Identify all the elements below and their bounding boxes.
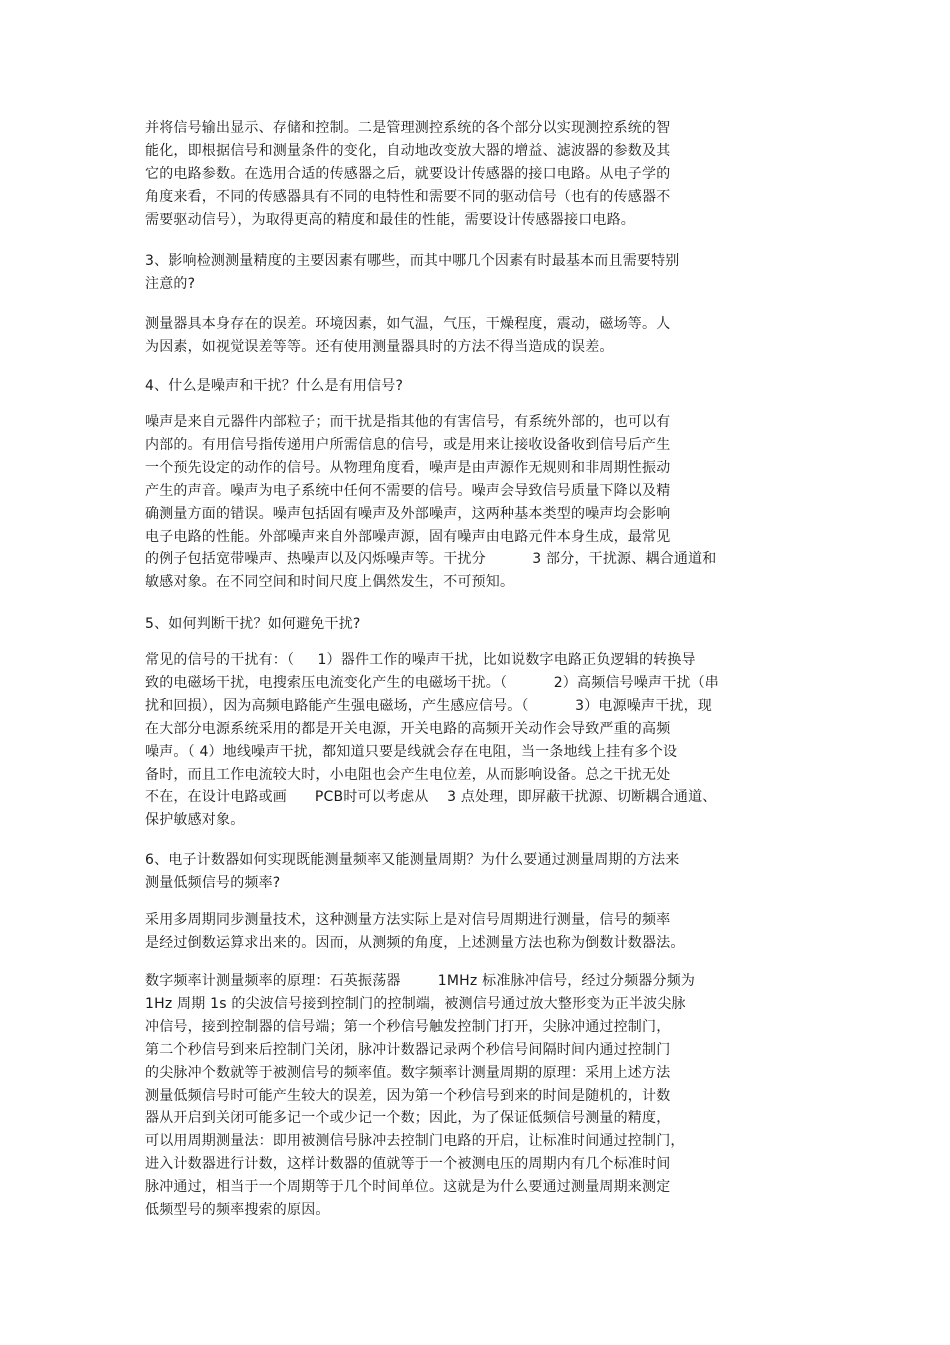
answer-4-line: 电子电路的性能。外部噪声来自外部噪声源，固有噪声由电路元件本身生成，最常见	[145, 528, 671, 545]
answer-4-line: 敏感对象。在不同空间和时间尺度上偶然发生，不可预知。	[145, 574, 515, 591]
question-3-line: 3、影响检测测量精度的主要因素有哪些，而其中哪几个因素有时最基本而且需要特别	[145, 253, 680, 269]
answer-6b-line: 数字频率计测量频率的原理：石英振荡器 1MHz 标准脉冲信号，经过分频器分频为	[145, 973, 696, 989]
answer-6a-line: 是经过倒数运算求出来的。因而，从测频的角度，上述测量方法也称为倒数计数器法。	[145, 934, 685, 951]
intro-continuation-line: 需要驱动信号），为取得更高的精度和最佳的性能，需要设计传感器接口电路。	[145, 211, 635, 228]
question-3-line: 注意的?	[145, 275, 196, 292]
answer-6b-line: 低频型号的频率搜索的原因。	[145, 1202, 330, 1218]
answer-6b-line: 进入计数器进行计数，这样计数器的值就等于一个被测电压的周期内有几个标准时间	[145, 1156, 671, 1173]
answer-4-line: 产生的声音。噪声为电子系统中任何不需要的信号。噪声会导致信号质量下降以及精	[145, 482, 671, 499]
answer-4-line: 的例子包括宽带噪声、热噪声以及闪烁噪声等。干扰分 3 部分，干扰源、耦合通道和	[145, 551, 717, 568]
intro-continuation-line: 角度来看，不同的传感器具有不同的电特性和需要不同的驱动信号（也有的传感器不	[145, 188, 671, 205]
answer-5-line: 扰和回损），因为高频电路能产生强电磁场，产生感应信号。（ 3）电源噪声干扰，现	[145, 697, 713, 714]
intro-continuation-line: 它的电路参数。在选用合适的传感器之后，就要设计传感器的接口电路。从电子学的	[145, 165, 671, 182]
answer-5-line: 保护敏感对象。	[145, 812, 245, 829]
answer-6b-line: 1Hz 周期 1s 的尖波信号接到控制门的控制端，被测信号通过放大整形变为正半波尖脉	[145, 995, 686, 1012]
answer-6b-line: 第二个秒信号到来后控制门关闭，脉冲计数器记录两个秒信号间隔时间内通过控制门	[145, 1041, 671, 1058]
answer-6b-line: 脉冲通过，相当于一个周期等于几个时间单位。这就是为什么要通过测量周期来测定	[145, 1179, 671, 1196]
answer-4-line: 确测量方面的错误。噪声包括固有噪声及外部噪声，这两种基本类型的噪声均会影响	[145, 505, 671, 522]
intro-continuation-line: 并将信号输出显示、存储和控制。二是管理测控系统的各个部分以实现测控系统的智	[145, 120, 671, 136]
answer-6b-line: 测量低频信号时可能产生较大的误差，因为第一个秒信号到来的时间是随机的，计数	[145, 1087, 671, 1104]
question-6-line: 6、电子计数器如何实现既能测量频率又能测量周期？为什么要通过测量周期的方法来	[145, 852, 680, 868]
answer-6b-line: 冲信号，接到控制器的信号端；第一个秒信号触发控制门打开，尖脉冲通过控制门，	[145, 1018, 671, 1035]
answer-5-line: 备时，而且工作电流较大时，小电阻也会产生电位差，从而影响设备。总之干扰无处	[145, 766, 671, 783]
answer-6b-line: 可以用周期测量法：即用被测信号脉冲去控制门电路的开启，让标准时间通过控制门，	[145, 1133, 685, 1150]
answer-3-line: 测量器具本身存在的误差。环境因素，如气温，气压，干燥程度，震动，磁场等。人	[145, 316, 671, 332]
answer-6a-line: 采用多周期同步测量技术，这种测量方法实际上是对信号周期进行测量，信号的频率	[145, 912, 671, 928]
question-4-line: 4、什么是噪声和干扰？什么是有用信号?	[145, 378, 404, 394]
answer-6b-line: 器从开启到关闭可能多记一个或少记一个数；因此，为了保证低频信号测量的精度，	[145, 1110, 671, 1127]
question-5-line: 5、如何判断干扰？如何避免干扰?	[145, 616, 361, 632]
answer-4-line: 噪声是来自元器件内部粒子；而干扰是指其他的有害信号，有系统外部的，也可以有	[145, 414, 671, 430]
answer-4-line: 一个预先设定的动作的信号。从物理角度看，噪声是由声源作无规则和非周期性振动	[145, 459, 671, 476]
answer-5-line: 在大部分电源系统采用的都是开关电源，开关电路的高频开关动作会导致严重的高频	[145, 720, 671, 737]
answer-5-line: 噪声。（ 4）地线噪声干扰，都知道只要是线就会存在电阻，当一条地线上挂有多个设	[145, 743, 678, 760]
answer-4-line: 内部的。有用信号指传递用户所需信息的信号，或是用来让接收设备收到信号后产生	[145, 436, 671, 453]
intro-continuation-line: 能化，即根据信号和测量条件的变化，自动地改变放大器的增益、滤波器的参数及其	[145, 142, 671, 159]
answer-5-line: 常见的信号的干扰有：（ 1）器件工作的噪声干扰，比如说数字电路正负逻辑的转换导	[145, 652, 696, 668]
question-6-line: 测量低频信号的频率?	[145, 874, 281, 891]
answer-6b-line: 的尖脉冲个数就等于被测信号的频率值。数字频率计测量周期的原理：采用上述方法	[145, 1064, 671, 1081]
answer-5-line: 致的电磁场干扰，电搜索压电流变化产生的电磁场干扰。（ 2）高频信号噪声干扰（串	[145, 674, 720, 691]
answer-3-line: 为因素，如视觉误差等等。还有使用测量器具时的方法不得当造成的误差。	[145, 338, 614, 355]
answer-5-line: 不在，在设计电路或画 PCB时可以考虑从 3 点处理，即屏蔽干扰源、切断耦合通道、	[145, 789, 717, 806]
